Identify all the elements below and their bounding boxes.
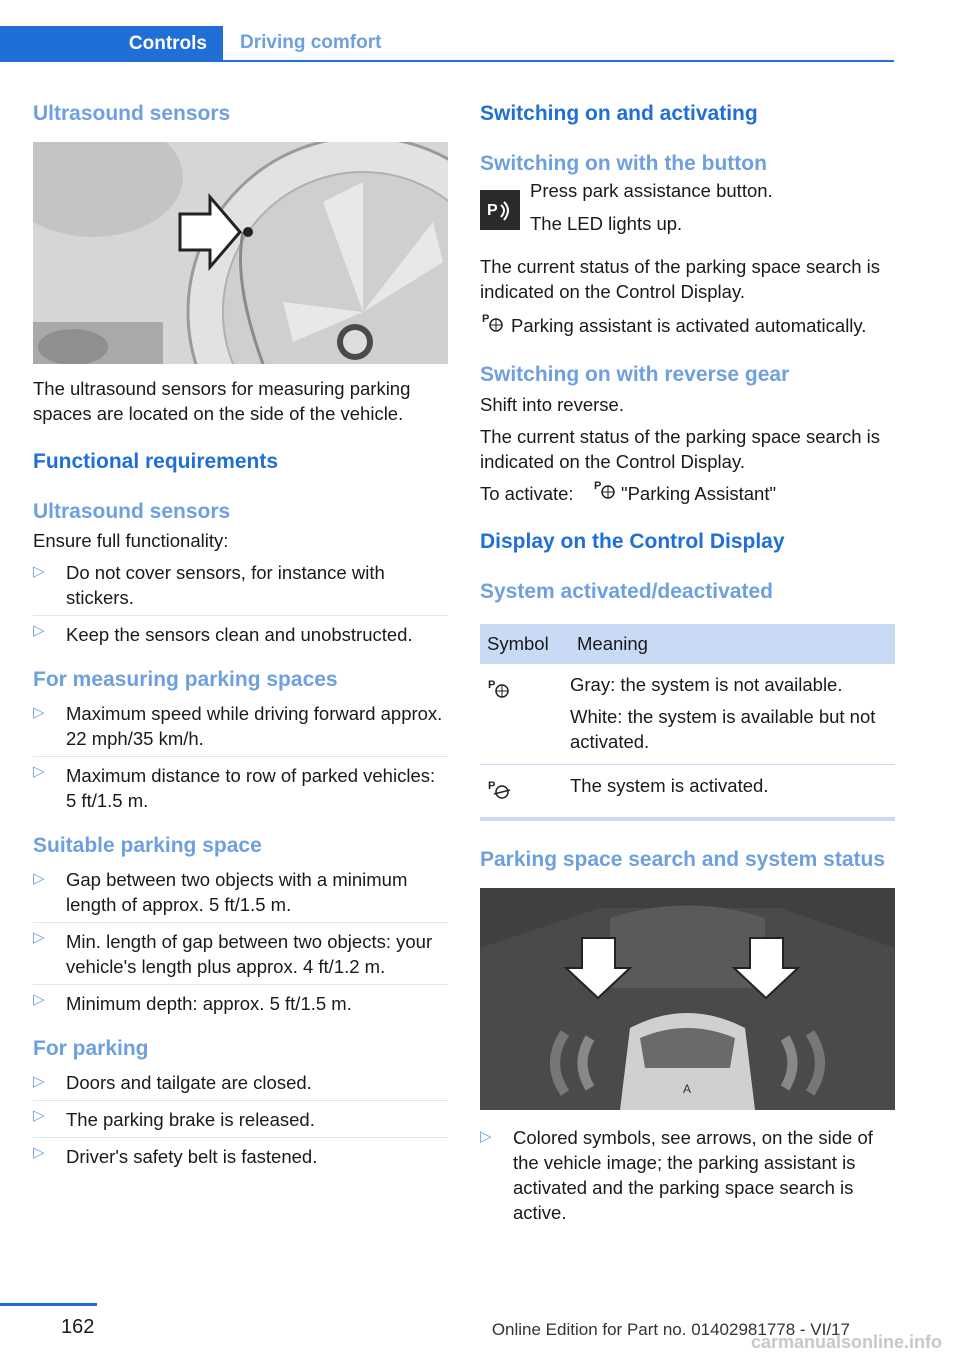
list-item: ▷ Doors and tailgate are closed. xyxy=(33,1067,448,1100)
park-assist-button-icon xyxy=(480,190,520,230)
triangle-bullet-icon: ▷ xyxy=(480,1128,492,1145)
parking-assistant-gray-icon xyxy=(486,676,512,700)
meaning-active: The system is activated. xyxy=(570,775,769,796)
heading-functional-requirements: Functional requirements xyxy=(33,450,279,473)
svg-text:P: P xyxy=(488,679,496,691)
symbol-cell xyxy=(480,664,570,765)
list-item: ▷ Min. length of gap between two objects: your vehicle's length plus approx. 4 ft/1.2 m. xyxy=(33,922,448,984)
list-item: ▷ Driver's safety belt is fastened. xyxy=(33,1137,448,1174)
list-item: ▷ Colored symbols, see arrows, on the side of the vehicle image; the parking assistant is activated and the parking space search is active. xyxy=(480,1122,895,1230)
triangle-bullet-icon: ▷ xyxy=(33,1107,45,1124)
list-item: ▷ Gap between two objects with a minimum length of approx. 5 ft/1.5 m. xyxy=(33,864,448,922)
triangle-bullet-icon: ▷ xyxy=(33,870,45,887)
sensor-illustration xyxy=(33,142,448,364)
heading-ultrasound-sensors-2: Ultrasound sensors xyxy=(33,500,231,523)
table-header-row xyxy=(480,624,895,664)
heading-switching-button: Switching on with the button xyxy=(480,152,767,175)
meaning-gray: Gray: the system is not available. xyxy=(570,674,843,695)
parking-assistant-icon xyxy=(480,310,506,334)
search-list xyxy=(480,1122,895,1230)
triangle-bullet-icon: ▷ xyxy=(33,563,45,580)
heading-suitable-parking-space: Suitable parking space xyxy=(33,834,262,857)
svg-text:A: A xyxy=(683,1082,692,1096)
measuring-list xyxy=(33,698,448,818)
triangle-bullet-icon: ▷ xyxy=(33,1073,45,1090)
tab-controls[interactable]: Controls xyxy=(0,26,223,62)
list-item: ▷ Keep the sensors clean and unobstructed. xyxy=(33,615,448,652)
triangle-bullet-icon: ▷ xyxy=(33,622,45,639)
left-column xyxy=(33,100,448,1174)
auto-activate-line xyxy=(480,313,895,338)
parking-list xyxy=(33,1067,448,1174)
ultrasound-sensor-photo xyxy=(33,142,448,364)
suitable-list xyxy=(33,864,448,1021)
triangle-bullet-icon: ▷ xyxy=(33,991,45,1008)
parking-assistant-icon xyxy=(592,477,618,501)
triangle-bullet-icon: ▷ xyxy=(33,1144,45,1161)
svg-text:P: P xyxy=(482,313,490,325)
heading-measuring-parking-spaces: For measuring parking spaces xyxy=(33,668,338,691)
header-divider xyxy=(0,60,894,62)
table-row xyxy=(480,664,895,765)
header-tabs xyxy=(0,26,894,62)
heading-system-activated: System activated/deactivated xyxy=(480,580,773,603)
column-header-symbol: Symbol xyxy=(480,624,570,664)
svg-text:P: P xyxy=(487,202,498,219)
heading-for-parking: For parking xyxy=(33,1037,149,1060)
right-column xyxy=(480,100,895,1230)
symbol-table xyxy=(480,624,895,821)
sensor-location-text: The ultrasound sensors for measuring parking spaces are located on the side of the vehicle. xyxy=(33,378,411,424)
activate-target: "Parking Assistant" xyxy=(621,483,777,504)
press-button-text: Press park assistance button. xyxy=(530,180,773,201)
svg-text:P: P xyxy=(488,780,496,792)
list-item: ▷ Maximum distance to row of parked vehicles: 5 ft/1.5 m. xyxy=(33,756,448,818)
list-item: ▷ Minimum depth: approx. 5 ft/1.5 m. xyxy=(33,984,448,1021)
column-header-meaning: Meaning xyxy=(570,624,895,664)
svg-text:P: P xyxy=(594,480,602,492)
ensure-list xyxy=(33,557,448,652)
meaning-cell xyxy=(570,765,895,820)
triangle-bullet-icon: ▷ xyxy=(33,763,45,780)
parking-display-illustration xyxy=(480,888,895,1110)
shift-text: Shift into reverse. xyxy=(480,394,624,415)
status-text-1: The current status of the parking space search is indicated on the Control Display. xyxy=(480,256,881,302)
heading-ultrasound-sensors: Ultrasound sensors xyxy=(33,102,231,125)
footer-accent-line xyxy=(0,1303,97,1306)
control-display-image xyxy=(480,888,895,1110)
status-text-2: The current status of the parking space search is indicated on the Control Display. xyxy=(480,426,881,472)
heading-control-display: Display on the Control Display xyxy=(480,530,785,553)
meaning-white: White: the system is available but not activated. xyxy=(570,706,876,752)
symbol-cell xyxy=(480,765,570,820)
meaning-cell xyxy=(570,664,895,765)
edition-text: Online Edition for Part no. 01402981778 - VI/17 xyxy=(491,1320,850,1339)
table-row xyxy=(480,765,895,820)
heading-reverse-gear: Switching on with reverse gear xyxy=(480,363,790,386)
list-item: ▷ Do not cover sensors, for instance with stickers. xyxy=(33,557,448,615)
ensure-text: Ensure full functionality: xyxy=(33,530,229,551)
led-text: The LED lights up. xyxy=(530,213,683,234)
parking-assistant-active-icon xyxy=(486,777,512,801)
page-number: 162 xyxy=(61,1316,95,1338)
list-item: ▷ Maximum speed while driving forward approx. 22 mph/35 km/h. xyxy=(33,698,448,756)
activate-line xyxy=(480,481,895,506)
activate-prefix: To activate: xyxy=(480,483,574,504)
list-item: ▷ The parking brake is released. xyxy=(33,1100,448,1137)
heading-switching-on: Switching on and activating xyxy=(480,102,758,125)
heading-search-status: Parking space search and system status xyxy=(480,848,886,871)
watermark: carmanualsonline.info xyxy=(750,1332,942,1352)
auto-activate-text: Parking assistant is activated automatically. xyxy=(511,315,867,336)
triangle-bullet-icon: ▷ xyxy=(33,704,45,721)
tab-driving-comfort[interactable]: Driving comfort xyxy=(240,32,382,53)
triangle-bullet-icon: ▷ xyxy=(33,929,45,946)
button-instruction xyxy=(480,180,895,248)
